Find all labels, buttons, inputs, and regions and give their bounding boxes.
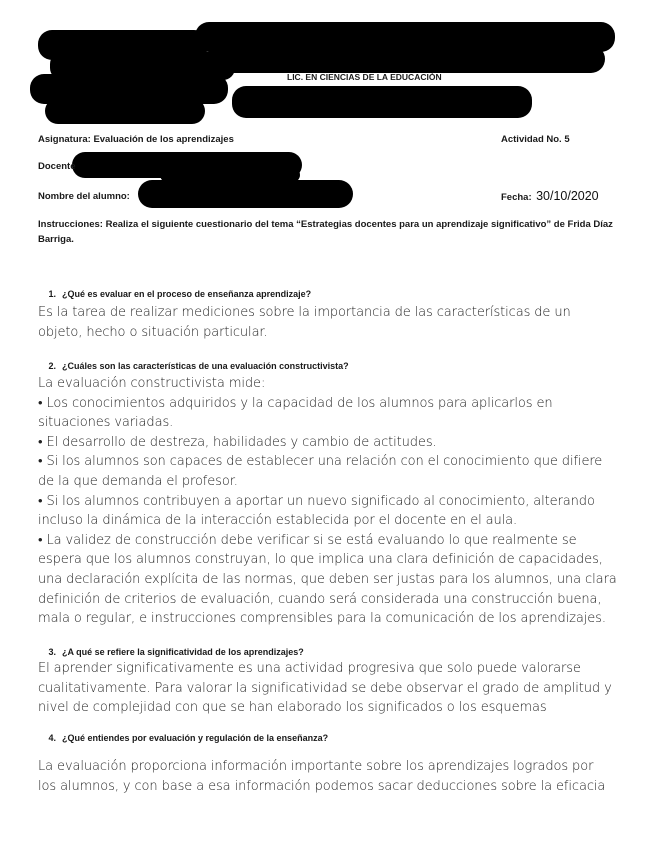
question-3 [38,647,304,657]
redaction-mark [232,86,532,118]
question-4 [38,733,328,743]
question-1 [38,289,311,299]
question-text: ¿Cuáles son las características de una evaluación constructivista? [62,361,349,371]
instructions-label: Instrucciones: [38,219,103,230]
question-number: 2. [48,361,56,371]
instructions-text: Realiza el siguiente cuestionario del tema “Estrategias docentes para un aprendizaje significativo” de Frida Díaz Barriga. [38,219,613,245]
student-label: Nombre del alumno: [38,191,130,202]
question-text: ¿Qué es evaluar en el proceso de enseñanza aprendizaje? [62,289,312,299]
answer-bullet: • Los conocimientos adquiridos y la capacidad de los alumnos para aplicarlos en situaciones variadas. [38,395,553,431]
answer-3 [38,659,618,718]
question-number: 3. [48,647,56,657]
answer-1 [38,303,598,342]
date-line [501,187,599,205]
redaction-mark [215,45,605,73]
subject-value: Evaluación de los aprendizajes [93,134,234,145]
answer-2 [38,374,618,629]
subject-label: Asignatura: [38,134,91,145]
answer-paragraph: Es la tarea de realizar mediciones sobre la importancia de las características de un objeto, hecho o situación particular. [38,305,571,340]
question-text: ¿Qué entiendes por evaluación y regulación de la enseñanza? [62,733,329,743]
subject-line [38,134,234,145]
answer-bullet: • La validez de construcción debe verificar si se está evaluando lo que realmente se espera que los alumnos construyan, lo que implica una clara definición de capacidades, una declaración explícita de las normas, que deben ser justas para los alumnos, una clara definición de criterios de evaluación, cuando será considerada una construcción buena, mala o regular, e instrucciones comprensibles para la comunicación de los aprendizajes. [38,532,617,627]
activity-number: Actividad No. 5 [501,134,570,145]
question-text: ¿A qué se refiere la significatividad de los aprendizajes? [62,647,304,657]
answer-paragraph: La evaluación proporciona información importante sobre los aprendizajes logrados por los alumnos, y con base a esa información podemos sacar deducciones sobre la eficacia [38,759,606,794]
answer-bullet: • El desarrollo de destreza, habilidades y cambio de actitudes. [38,434,437,450]
answer-paragraph: La evaluación constructivista mide: [38,376,266,391]
answer-4 [38,757,613,796]
institution-title: LIC. EN CIENCIAS DE LA EDUCACIÓN [287,72,442,82]
instructions [38,217,613,247]
question-number: 1. [48,289,56,299]
question-2 [38,361,349,371]
redaction-mark [45,98,205,124]
question-number: 4. [48,733,56,743]
teacher-label: Docente [38,161,76,172]
answer-paragraph: El aprender significativamente es una actividad progresiva que solo puede valorarse cualitativamente. Para valorar la significatividad se debe observar el grado de amplitud y nivel de complejidad con que se han elaborado los significados o los esquemas [38,661,612,716]
date-label: Fecha: [501,192,532,203]
date-value: 30/10/2020 [536,189,599,203]
redaction-mark [138,180,353,208]
answer-bullet: • Si los alumnos son capaces de establecer una relación con el conocimiento que difiere de la que demanda el profesor. [38,454,603,489]
answer-bullet: • Si los alumnos contribuyen a aportar un nuevo significado al conocimiento, alterando incluso la dinámica de la interacción establecida por el docente en el aula. [38,493,595,529]
